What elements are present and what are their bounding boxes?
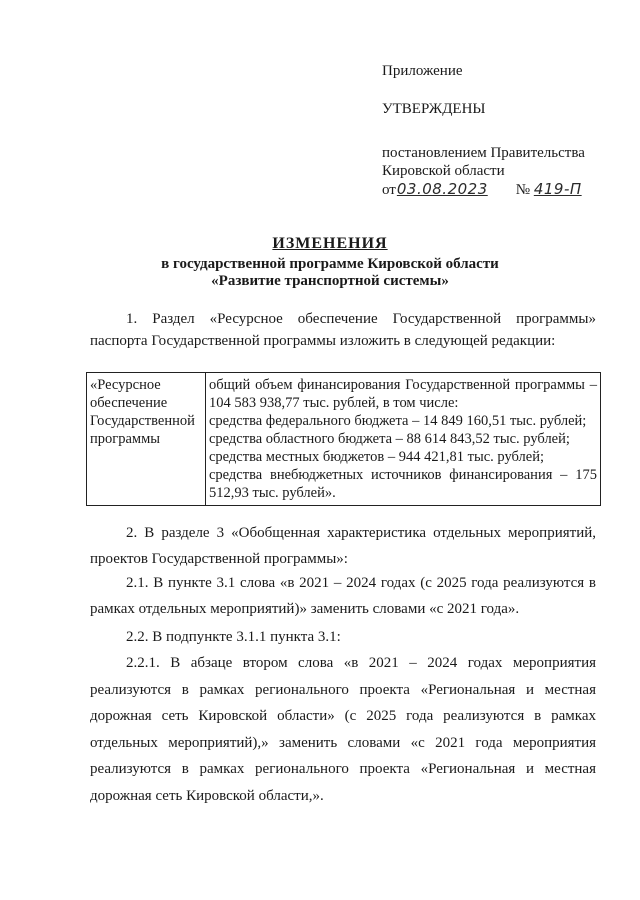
approval-stamp-block — [382, 62, 612, 199]
table-line-total: общий объем финансирования Государственной программы – 104 583 938,77 тыс. рублей, в том числе: — [209, 377, 597, 411]
number-prefix: № — [515, 182, 531, 198]
title-line-2: в государственной программе Кировской области — [161, 256, 499, 272]
date-prefix: от — [382, 182, 396, 198]
date-number-row — [382, 180, 612, 199]
approved-label: УТВЕРЖДЕНЫ — [382, 101, 486, 117]
handwritten-number: 419-П — [533, 180, 582, 198]
table-left-cell: «Ресурсное обеспечение Государственной программы — [87, 373, 206, 506]
paragraph-4-text: 2.2. В подпункте 3.1.1 пункта 3.1: — [126, 629, 341, 645]
appendix-label: Приложение — [382, 63, 463, 79]
handwritten-date: 03.08.2023 — [396, 180, 488, 198]
paragraph-2 — [90, 520, 596, 572]
resolution-line-2: Кировской области — [382, 163, 505, 179]
title-main: ИЗМЕНЕНИЯ — [272, 235, 388, 252]
title-line-3: «Развитие транспортной системы» — [211, 273, 449, 289]
resolution-line-1: постановлением Правительства — [382, 145, 585, 161]
paragraph-5 — [90, 650, 596, 809]
paragraph-4 — [90, 624, 596, 650]
document-title — [120, 235, 540, 290]
table-line-federal: средства федерального бюджета – 14 849 160,51 тыс. рублей; — [209, 413, 587, 429]
paragraph-5-text: 2.2.1. В абзаце втором слова «в 2021 – 2024 годах мероприятия реализуются в рамках регионального проекта «Региональная и местная дорожная сеть Кировской области» (с 2025 года реализуются в рамках отдельных мероприятий),» заменить словами «с 2021 года мероприятия реализуются в рамках регионального проекта «Региональная и местная дорожная сеть Кировской области,». — [90, 655, 596, 804]
table-line-local: средства местных бюджетов – 944 421,81 тыс. рублей; — [209, 449, 545, 465]
resource-table — [86, 372, 601, 506]
table-line-regional: средства областного бюджета – 88 614 843,52 тыс. рублей; — [209, 431, 570, 447]
paragraph-3-text: 2.1. В пункте 3.1 слова «в 2021 – 2024 годах (с 2025 года реализуются в рамках отдельных мероприятий)» заменить словами «с 2021 года». — [90, 575, 596, 617]
paragraph-2-text: 2. В разделе 3 «Обобщенная характеристика отдельных мероприятий, проектов Государственной программы»: — [90, 525, 596, 567]
paragraph-3 — [90, 570, 596, 622]
table-line-extrabudgetary: средства внебюджетных источников финансирования – 175 512,93 тыс. рублей». — [209, 467, 597, 501]
paragraph-1-text: 1. Раздел «Ресурсное обеспечение Государственной программы» паспорта Государственной программы изложить в следующей редакции: — [90, 311, 596, 349]
table-right-cell — [206, 373, 601, 506]
paragraph-1 — [90, 308, 596, 352]
table-row — [87, 373, 601, 506]
